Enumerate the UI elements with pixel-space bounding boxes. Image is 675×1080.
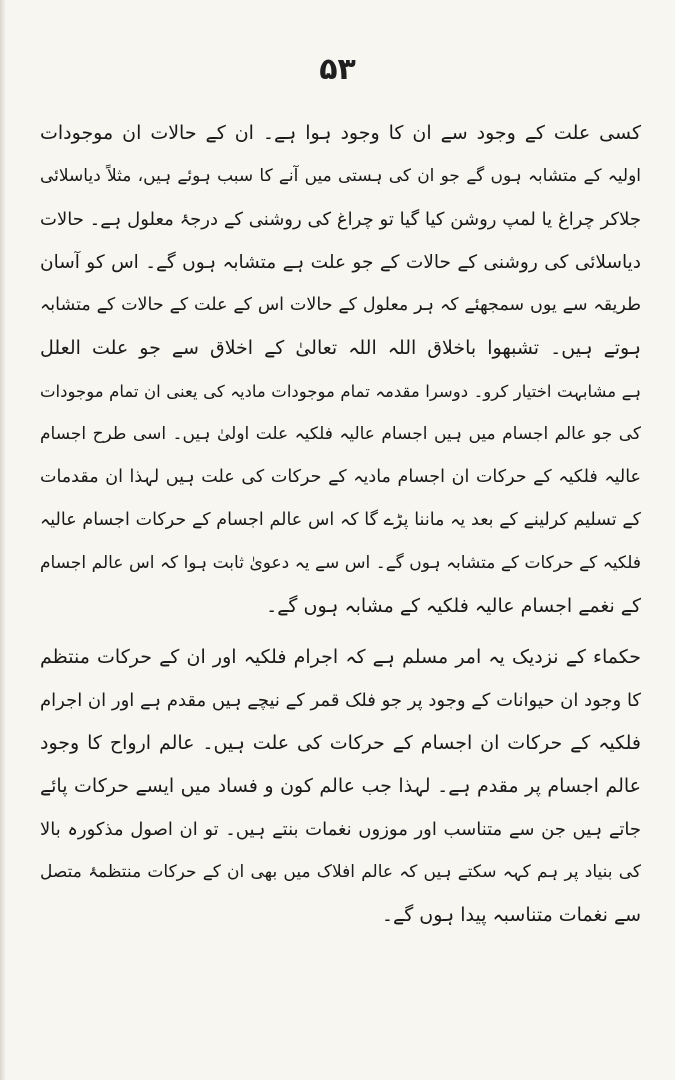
- text-line: دیاسلائی کی روشنی کے حالات کے جو علت ہے متشابہ ہوں گے۔ اس کو آسان: [40, 252, 641, 273]
- text-line: جاتے ہیں جن سے متناسب اور موزوں نغمات بنتے ہیں۔ تو ان اصول مذکورہ بالا: [40, 819, 641, 840]
- text-line: کا وجود ان حیوانات کے وجود پر جو فلک قمر کے نیچے ہیں مقدم ہے اور ان اجرام: [40, 690, 641, 711]
- text-line: فلکیہ کے حرکات کے متشابہ ہوں گے۔ اس سے یہ دعویٰ ثابت ہوا کہ اس عالم اجسام: [40, 553, 641, 573]
- text-line: طریقہ سے یوں سمجھئے کہ ہر معلول کے حالات اس کے علت کے حالات کے متشابہ: [40, 295, 641, 315]
- text-line: کے تسلیم کرلینے کے بعد یہ ماننا پڑے گا کہ اس عالم اجسام کے حرکات اجسام عالیہ: [40, 510, 641, 530]
- text-line: کی جو عالم اجسام میں ہیں اجسام عالیہ فلکیہ علت اولیٰ ہیں۔ اسی طرح اجسام: [40, 424, 641, 444]
- paragraph-1: [40, 112, 641, 628]
- paragraph-2: [40, 636, 641, 937]
- text-line: اولیہ کے متشابہ ہوں گے جو ان کی ہستی میں آنے کا سبب ہوئے ہیں، مثلاً دیاسلائی: [40, 166, 641, 186]
- text-line: ہے مشابہت اختیار کرو۔ دوسرا مقدمہ تمام موجودات مادیہ کی یعنی ان تمام موجودات: [40, 382, 641, 401]
- text-line: فلکیہ کے حرکات ان اجسام کے حرکات کی علت ہیں۔ عالم ارواح کا وجود: [40, 732, 641, 754]
- text-line: ہوتے ہیں۔ تشبھوا باخلاق اللہ اللہ تعالیٰ کے اخلاق سے جو علت العلل: [40, 337, 641, 359]
- text-line: حکماء کے نزدیک یہ امر مسلم ہے کہ اجرام فلکیہ اور ان کے حرکات منتظم: [40, 646, 641, 668]
- text-line: جلاکر چراغ یا لمپ روشن کیا گیا تو چراغ کی روشنی کے درجۂ معلول ہے۔ حالات: [40, 209, 641, 230]
- page-number: ۵۳: [319, 52, 356, 87]
- text-line: کی بنیاد پر ہم کہہ سکتے ہیں کہ عالم افلاک میں بھی ان کے حرکات منتظمۂ متصل: [40, 862, 641, 882]
- text-line: عالم اجسام پر مقدم ہے۔ لہذا جب عالم کون و فساد میں ایسے حرکات پائے: [40, 775, 641, 797]
- text-line: عالیہ فلکیہ کے حرکات ان اجسام مادیہ کے حرکات کی علت ہیں لہذا ان مقدمات: [40, 467, 641, 487]
- text-line: کسی علت کے وجود سے ان کا وجود ہوا ہے۔ ان کے حالات ان موجودات: [40, 122, 641, 144]
- paragraph-gap: [40, 628, 641, 636]
- page-binding-edge: [0, 0, 6, 1080]
- body-text: [40, 112, 641, 937]
- text-line: کے نغمے اجسام عالیہ فلکیہ کے مشابہ ہوں گے۔: [266, 595, 641, 617]
- text-line: سے نغمات متناسبہ پیدا ہوں گے۔: [381, 904, 641, 926]
